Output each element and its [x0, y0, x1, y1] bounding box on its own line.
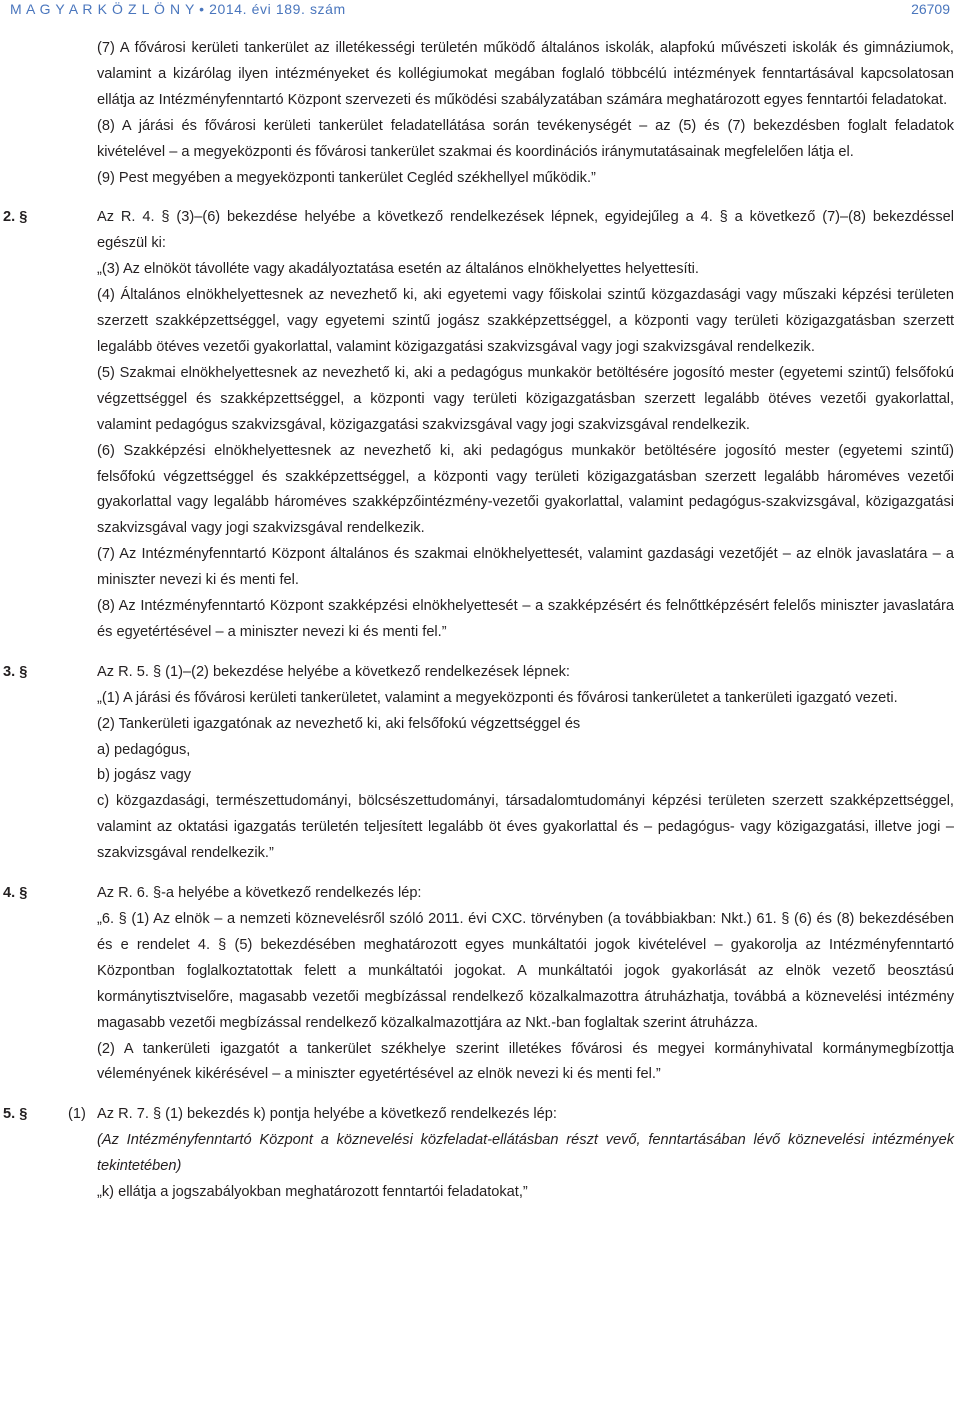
section-paragraph: b) jogász vagy: [97, 767, 192, 784]
section-5: [0, 1102, 960, 1206]
section-paragraph: Az R. 6. §-a helyébe a következő rendelkezés lép:: [97, 885, 422, 902]
document-body: [0, 36, 960, 1206]
subsection-number: (1): [68, 1106, 86, 1123]
section-number: 4. §: [3, 885, 28, 902]
section-2: [0, 205, 960, 645]
section-paragraph: „6. § (1) Az elnök – a nemzeti köznevelésről szóló 2011. évi CXC. törvényben (a továbbiakban: Nkt.) 61. § (6) és (8) bekezdésében és e rendelet 4. § (5) bekezdésében meghatározott egyes munkáltatói jogok kivételével – gyakorolja az Intézményfenntartó Központban foglalkoztatottak felett a munkáltatói jogokat. A munkáltatói jogok gyakorlását az elnök vezető beosztású kormánytisztviselőre, magasabb vezetői megbízással rendelkező közalkalmazottra átruházhatja, továbbá a köznevelési intézmény magasabb vezetői megbízással rendelkező közalkalmazottjára az Nkt.-ban foglaltak szerint átruházza.: [97, 911, 954, 1031]
section-paragraph: „k) ellátja a jogszabályokban meghatározott fenntartói feladatokat,”: [97, 1184, 528, 1201]
section-paragraph: Az R. 7. § (1) bekezdés k) pontja helyébe a következő rendelkezés lép:: [97, 1106, 557, 1123]
section-3: [0, 660, 960, 867]
section-paragraph: „(3) Az elnököt távolléte vagy akadályoztatása esetén az általános elnökhelyettes helyettesíti.: [97, 261, 699, 278]
section-paragraph: Az R. 4. § (3)–(6) bekezdése helyébe a következő rendelkezések lépnek, egyidejűleg a 4. § a következő (7)–(8) bekezdéssel egészül ki:: [97, 209, 954, 252]
section-paragraph: a) pedagógus,: [97, 741, 191, 758]
section-number: 3. §: [3, 663, 28, 680]
section-paragraph: (7) Az Intézményfenntartó Központ általános és szakmai elnökhelyettesét, valamint gazdasági vezetőjét – az elnök javaslatára – a miniszter nevezi ki és menti fel.: [97, 546, 954, 589]
page-number: 26709: [911, 1, 950, 17]
section-4: [0, 881, 960, 1088]
section-paragraph-italic: (Az Intézményfenntartó Központ a köznevelési közfeladat-ellátásban részt vevő, fenntartásában lévő köznevelési intézmények tekintetében): [97, 1132, 954, 1175]
section-paragraph: c) közgazdasági, természettudományi, bölcsészettudományi, társadalomtudományi képzési területen szerzett szakképzettséggel, valamint az oktatási igazgatás területén teljesített legalább öt éves gyakorlattal és – pedagógus- vagy közigazgatási, illetve jogi – szakvizsgával rendelkezik.”: [97, 793, 954, 862]
section-number: 5. §: [3, 1106, 28, 1123]
section-number: 2. §: [3, 209, 28, 226]
intro-paragraph: (8) A járási és fővárosi kerületi tankerület feladatellátása során tevékenységét – az (5) és (7) bekezdésben foglalt feladatok kivételével – a megyeközponti és fővárosi tankerület szakmai és koordinációs iránymutatásainak megfelelően látja el.: [97, 117, 954, 160]
section-paragraph: (8) Az Intézményfenntartó Központ szakképzési elnökhelyettesét – a szakképzésért és felnőttképzésért felelős miniszter javaslatára és egyetértésével – a miniszter nevezi ki és menti fel.”: [97, 598, 954, 640]
page-header: [10, 0, 950, 22]
intro-paragraph: (9) Pest megyében a megyeközponti tankerület Cegléd székhellyel működik.”: [97, 169, 596, 186]
publication-title: M A G Y A R K Ö Z L Ö N Y • 2014. évi 189. szám: [10, 1, 346, 17]
section-paragraph: (2) A tankerületi igazgatót a tankerület székhelye szerint illetékes fővárosi és megyei kormányhivatal kormánymegbízottja véleményének kikérésével – a miniszter egyetértésével az elnök nevezi ki és menti fel.”: [97, 1040, 954, 1083]
section-paragraph: Az R. 5. § (1)–(2) bekezdése helyébe a következő rendelkezések lépnek:: [97, 663, 570, 680]
section-paragraph: (4) Általános elnökhelyettesnek az nevezhető ki, aki egyetemi vagy főiskolai szintű közgazdasági vagy műszaki képzési területen szerzett szakképzettséggel, vagy egyetemi szintű jogász szakképzettséggel, a központi vagy területi közigazgatásban szerzett legalább ötéves vezetői gyakorlattal, valamint közigazgatási szakvizsgával vagy jogi szakvizsgával rendelkezik.: [97, 287, 954, 355]
intro-paragraph: (7) A fővárosi kerületi tankerület az illetékességi területén működő általános iskolák, alapfokú művészeti iskolák és gimnáziumok, valamint a kizárólag ilyen intézményeket és kollégiumokat megában foglaló többcélú intézmények fenntartásával kapcsolatosan ellátja az Intézményfenntartó Központ szervezeti és működési szabályzatában számára meghatározott egyes fenntartói feladatokat.: [97, 40, 954, 108]
section-paragraph: (5) Szakmai elnökhelyettesnek az nevezhető ki, aki a pedagógus munkakör betöltésére jogosító mester (egyetemi szintű) felsőfokú végzettséggel és szakképzettséggel, a központi vagy területi közigazgatásban szerzett legalább ötéves vezetői gyakorlattal, valamint pedagógus szakvizsgával, közigazgatási szakvizsgával vagy jogi szakvizsgával rendelkezik.: [97, 364, 954, 433]
section-paragraph: (6) Szakképzési elnökhelyettesnek az nevezhető ki, aki pedagógus munkakör betöltésére jogosító mester (egyetemi szintű) felsőfokú végzettséggel és szakképzettséggel, a központi vagy területi közigazgatásban szerzett legalább hároméves vezetői gyakorlattal vagy legalább hároméves szakképzőintézmény-vezetői gyakorlattal, valamint pedagógus-szakvizsgával, közigazgatási szakvizsgával vagy jogi szakvizsgával rendelkezik.: [97, 442, 954, 537]
section-paragraph: (2) Tankerületi igazgatónak az nevezhető ki, aki felsőfokú végzettséggel és: [97, 715, 581, 732]
section-paragraph: „(1) A járási és fővárosi kerületi tankerületet, valamint a megyeközponti és fővárosi tankerületet a tankerületi igazgató vezeti.: [97, 689, 898, 706]
intro-block: [0, 36, 960, 191]
